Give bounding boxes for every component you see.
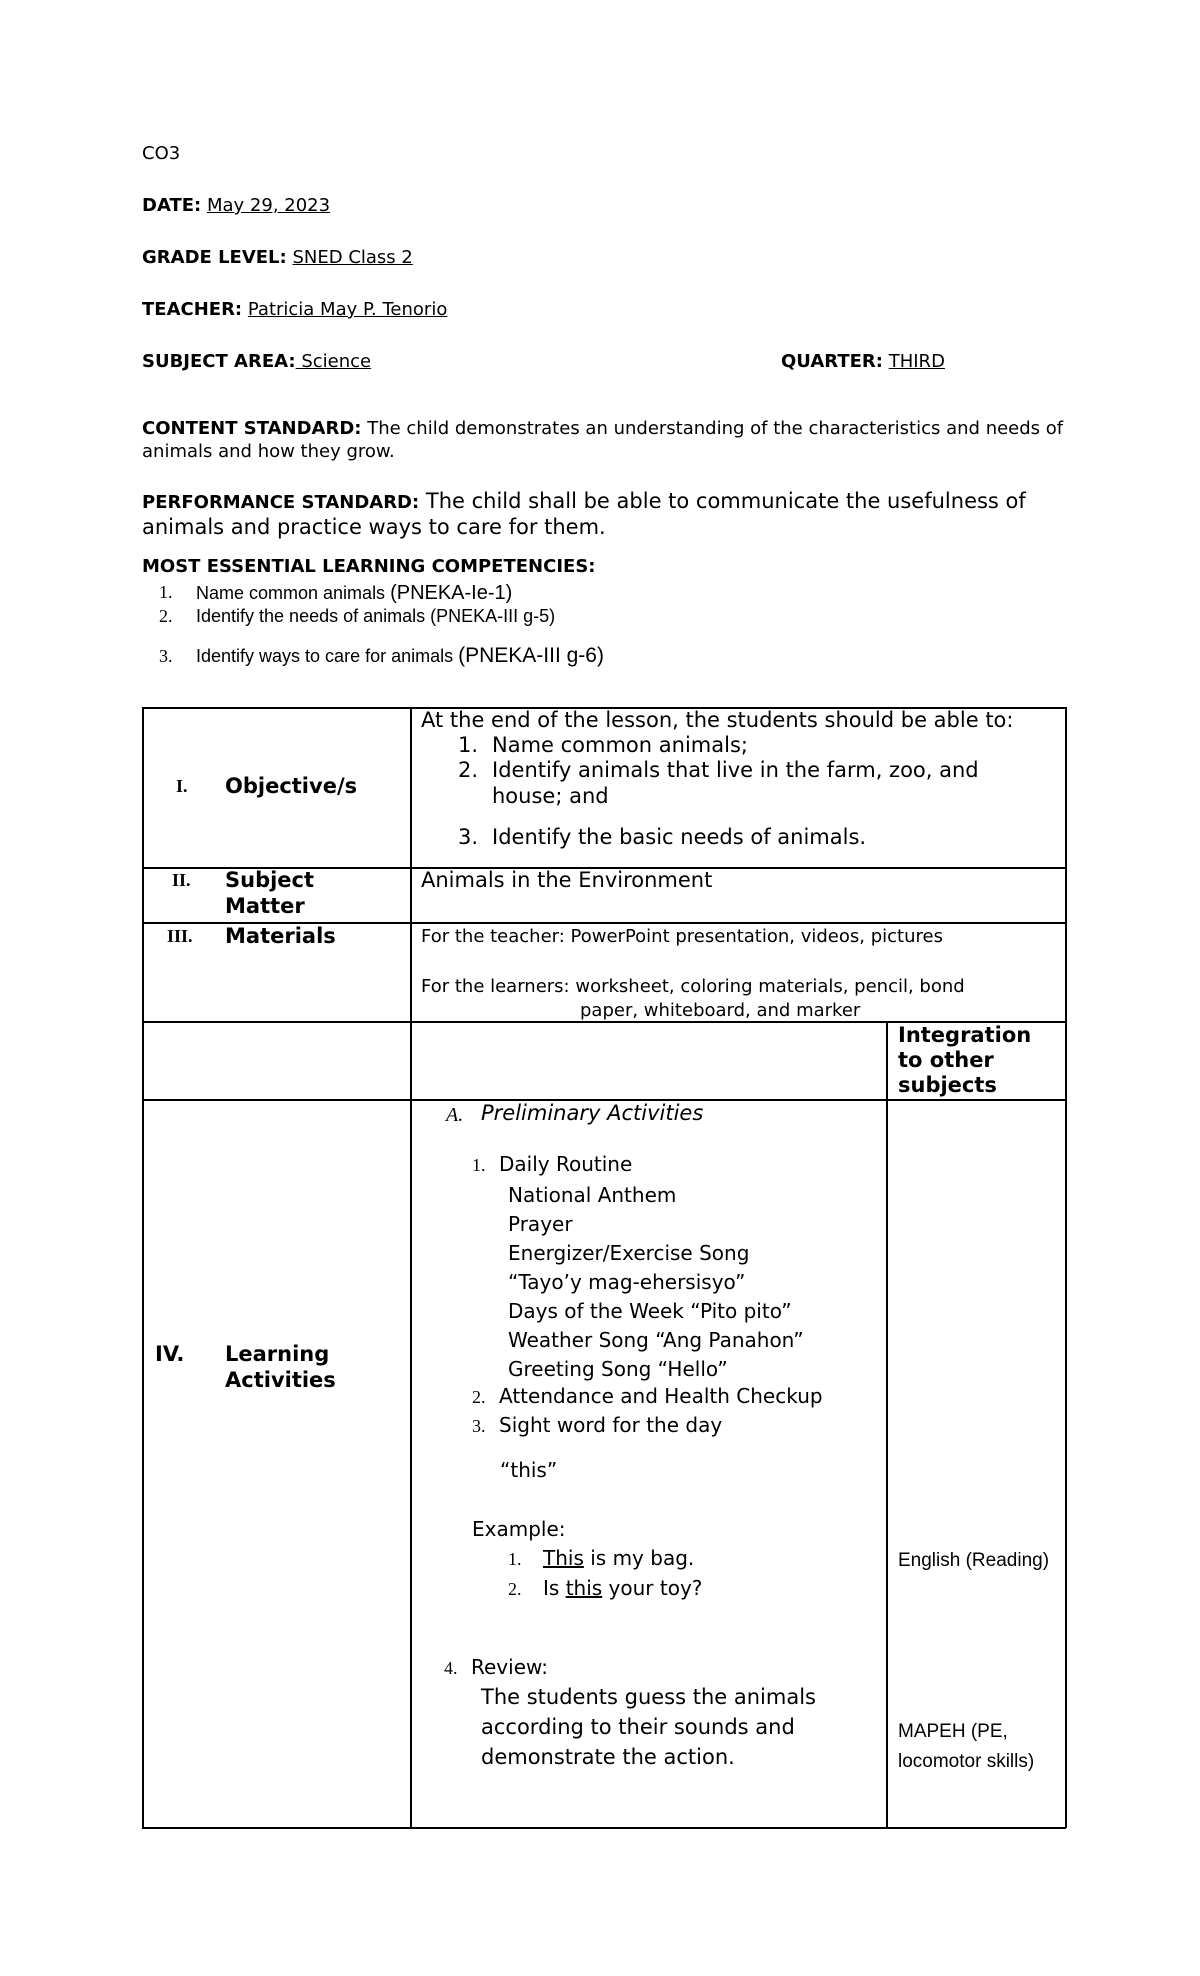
subject-matter-label: Subject xyxy=(225,868,315,892)
integration-header-line: Integration xyxy=(898,1023,1032,1047)
example-item xyxy=(543,1546,694,1570)
content-standard-text: The child demonstrates an understanding of the characteristics and needs of animals and how they grow. xyxy=(142,418,1064,462)
materials-teacher: For the teacher: PowerPoint presentation, videos, pictures xyxy=(421,926,943,947)
review-line: demonstrate the action. xyxy=(481,1745,735,1769)
review-label: Review: xyxy=(471,1655,549,1679)
routine-item: Greeting Song “Hello” xyxy=(508,1357,728,1381)
example-text: your toy? xyxy=(602,1576,703,1600)
objective-number: 1. xyxy=(458,733,479,757)
materials-learners: For the learners: worksheet, coloring materials, pencil, bond xyxy=(421,976,965,997)
date-label: DATE: xyxy=(142,195,202,216)
grade-level-line xyxy=(142,247,413,268)
activity-number: 1. xyxy=(472,1155,486,1175)
activity-number: 3. xyxy=(472,1416,486,1436)
quarter-value: THIRD xyxy=(888,351,945,372)
materials-learners: paper, whiteboard, and marker xyxy=(580,1000,861,1021)
routine-item: “Tayo’y mag-ehersisyo” xyxy=(508,1270,746,1294)
integration-english: English (Reading) xyxy=(898,1550,1050,1571)
objective-number: 3. xyxy=(458,825,479,849)
objective-item: Identify animals that live in the farm, zoo, and xyxy=(492,758,979,782)
subject-area-value: Science xyxy=(295,351,372,372)
objective-item: Identify the basic needs of animals. xyxy=(492,825,867,849)
activity-number: 4. xyxy=(444,1658,458,1678)
objectives-label: Objective/s xyxy=(225,774,358,798)
performance-standard-label: PERFORMANCE STANDARD: xyxy=(142,492,420,513)
integration-line: MAPEH (PE, xyxy=(898,1721,1008,1742)
competency-text: Identify ways to care for animals xyxy=(196,646,459,666)
routine-item: Energizer/Exercise Song xyxy=(508,1241,750,1265)
competency-text: Name common animals xyxy=(196,583,391,603)
row-numeral: III. xyxy=(167,926,193,946)
routine-list xyxy=(508,1181,804,1384)
subject-area-label: SUBJECT AREA: xyxy=(142,351,296,372)
performance-standard-text: The child shall be able to communicate the usefulness of animals and practice ways to care for them. xyxy=(142,489,1026,539)
row-numeral: II. xyxy=(172,870,191,890)
sight-word-item: Sight word for the day xyxy=(499,1413,723,1437)
example-text: is my bag. xyxy=(583,1546,695,1570)
quarter-label: QUARTER: xyxy=(781,351,883,372)
objective-number: 2. xyxy=(458,758,479,782)
example-number: 1. xyxy=(508,1549,522,1569)
section-title: Preliminary Activities xyxy=(481,1101,704,1125)
teacher-value: Patricia May P. Tenorio xyxy=(247,299,448,320)
competency-number: 3. xyxy=(159,646,173,666)
competency-number: 2. xyxy=(159,606,173,626)
competencies-title: MOST ESSENTIAL LEARNING COMPETENCIES: xyxy=(142,556,596,577)
example-item xyxy=(543,1576,702,1600)
grade-level-label: GRADE LEVEL: xyxy=(142,247,287,268)
routine-title: Daily Routine xyxy=(499,1152,633,1176)
activity-number: 2. xyxy=(472,1387,486,1407)
content-standard xyxy=(142,417,1067,463)
table-border xyxy=(886,1021,888,1828)
review-line: according to their sounds and xyxy=(481,1715,795,1739)
attendance-item: Attendance and Health Checkup xyxy=(499,1384,823,1408)
review-line: The students guess the animals xyxy=(481,1685,816,1709)
integration-header-line: subjects xyxy=(898,1073,997,1097)
grade-level-value: SNED Class 2 xyxy=(292,247,413,268)
integration-mapeh xyxy=(898,1717,1034,1777)
quarter-line xyxy=(781,351,945,372)
table-border xyxy=(410,707,412,1828)
table-border xyxy=(142,1827,1066,1829)
objective-item: house; and xyxy=(492,784,609,808)
table-border xyxy=(142,707,144,1828)
objectives-intro: At the end of the lesson, the students should be able to: xyxy=(421,708,1014,732)
example-word: This xyxy=(543,1546,584,1570)
routine-item: Prayer xyxy=(508,1212,573,1236)
subject-area-line xyxy=(142,351,371,372)
integration-line: locomotor skills) xyxy=(898,1751,1035,1772)
learning-activities-label: Activities xyxy=(225,1368,336,1392)
example-word: this xyxy=(565,1576,603,1600)
materials-label: Materials xyxy=(225,924,336,948)
teacher-line xyxy=(142,299,447,320)
example-label: Example: xyxy=(472,1517,566,1541)
subject-matter-label: Matter xyxy=(225,894,305,918)
row-numeral: IV. xyxy=(155,1342,185,1366)
date-value: May 29, 2023 xyxy=(206,195,331,216)
table-border xyxy=(1065,707,1067,1828)
review-text xyxy=(481,1682,816,1772)
competency-item xyxy=(196,582,512,605)
routine-item: Weather Song “Ang Panahon” xyxy=(508,1328,804,1352)
example-text: Is xyxy=(543,1576,566,1600)
integration-header-line: to other xyxy=(898,1048,994,1072)
date-line xyxy=(142,195,330,216)
sight-word: “this” xyxy=(500,1458,558,1482)
competency-item xyxy=(196,644,604,668)
competency-code: (PNEKA-Ie-1) xyxy=(390,582,513,604)
row-numeral: I. xyxy=(176,776,188,796)
subject-matter-value: Animals in the Environment xyxy=(421,868,713,892)
example-number: 2. xyxy=(508,1579,522,1599)
teacher-label: TEACHER: xyxy=(142,299,243,320)
objective-item: Name common animals; xyxy=(492,733,748,757)
content-standard-label: CONTENT STANDARD: xyxy=(142,418,362,439)
section-letter: A. xyxy=(446,1104,464,1126)
competency-item: Identify the needs of animals (PNEKA-III g-5) xyxy=(196,606,556,626)
learning-activities-label: Learning xyxy=(225,1342,330,1366)
competency-number: 1. xyxy=(159,582,173,602)
document-code: CO3 xyxy=(142,143,181,164)
competency-code: (PNEKA-III g-6) xyxy=(458,644,604,667)
integration-header xyxy=(898,1023,1031,1098)
routine-item: Days of the Week “Pito pito” xyxy=(508,1299,792,1323)
routine-item: National Anthem xyxy=(508,1183,677,1207)
performance-standard xyxy=(142,489,1072,540)
